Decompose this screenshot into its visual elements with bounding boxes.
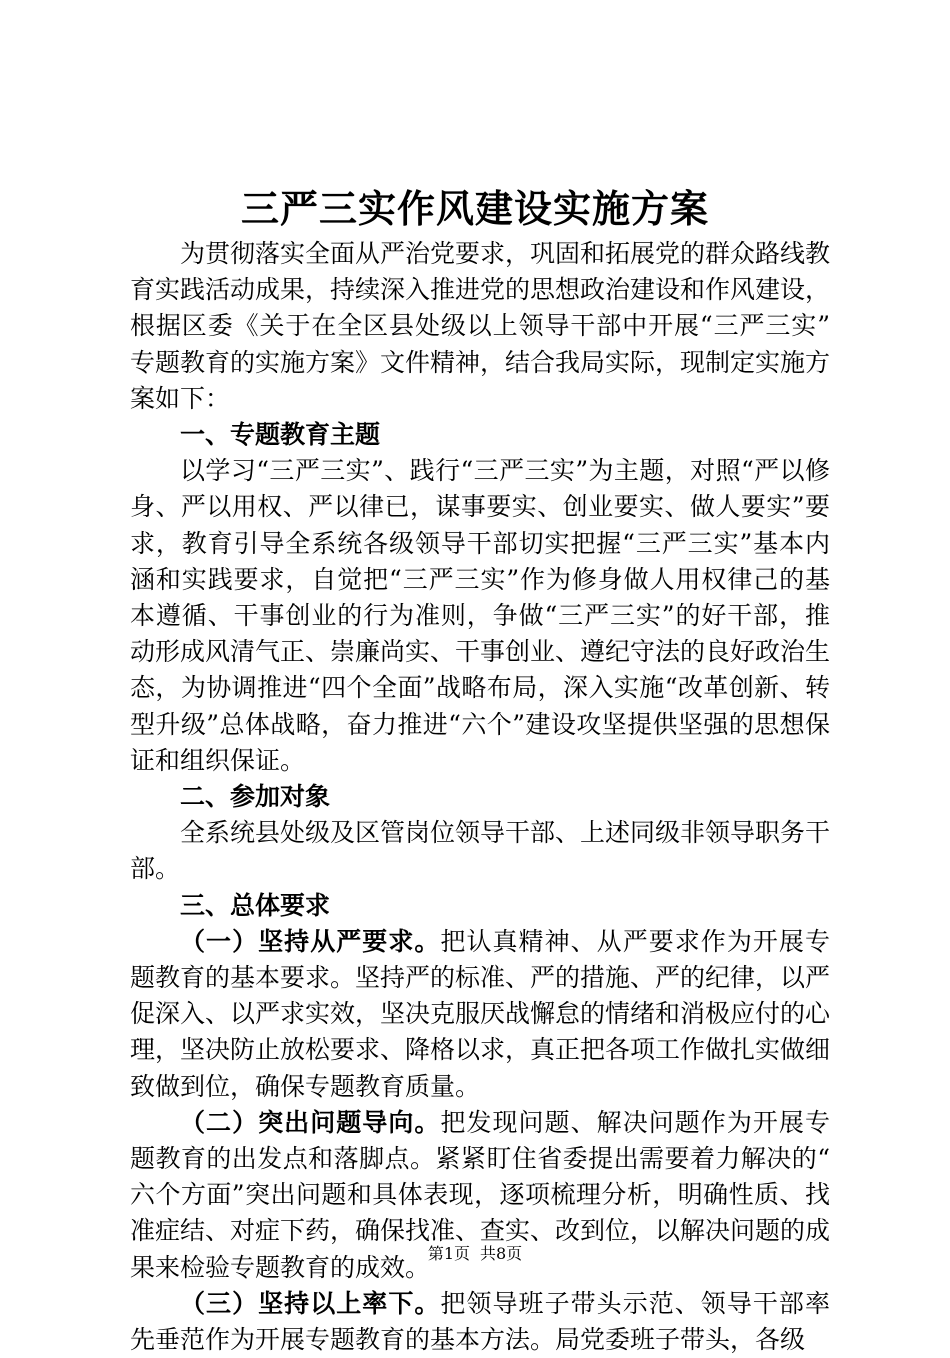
requirement-item-1: [130, 924, 830, 1105]
section-heading-requirements: 三、总体要求: [180, 890, 331, 920]
page-number: 第1页: [427, 1244, 470, 1263]
section-paragraph-participants: 全系统县处级及区管岗位领导干部、上述同级非领导职务干部。: [130, 818, 831, 884]
intro-paragraph: 为贯彻落实全面从严治党要求，巩固和拓展党的群众路线教育实践活动成果，持续深入推进党的思想政治建设和作风建设，根据区委《关于在全区县处级以上领导干部中开展“三严三实”专题教育的实施方案》文件精神，结合我局实际，现制定实施方案如下：: [130, 239, 831, 413]
page-total: 共8页: [480, 1244, 523, 1263]
requirement-item-1-text: 把认真精神、从严要求作为开展专题教育的基本要求。坚持严的标准、严的措施、严的纪律，以严促深入、以严求实效，坚决克服厌战懈怠的情绪和消极应付的心理，坚决防止放松要求、降格以求，真正把各项工作做扎实做细致做到位，确保专题教育质量。: [130, 926, 831, 1101]
requirement-item-1-lead: （一）坚持从严要求。: [180, 926, 441, 956]
requirement-item-3-text: 把领导班子带头示范、领导干部率先垂范作为开展专题教育的基本方法。局党委班子带头，各级: [130, 1288, 830, 1355]
requirement-item-3: [130, 1286, 830, 1358]
requirement-item-2-lead: （二）突出问题导向。: [180, 1107, 441, 1137]
requirement-item-3-lead: （三）坚持以上率下。: [180, 1288, 441, 1318]
document-body: [130, 236, 830, 1358]
requirement-item-2-text: 把发现问题、解决问题作为开展专题教育的出发点和落脚点。紧紧盯住省委提出需要着力解决的“六个方面”突出问题和具体表现，逐项梳理分析，明确性质、找准症结、对症下药，确保找准、查实、改到位，以解决问题的成果来检验专题教育的成效。: [130, 1107, 831, 1282]
page-footer: [0, 1243, 950, 1265]
section-heading-participants: 二、参加对象: [180, 782, 331, 812]
section-heading-theme: 一、专题教育主题: [180, 420, 381, 450]
section-paragraph-theme: 以学习“三严三实”、践行“三严三实”为主题，对照“严以修身、严以用权、严以律已，谋事要实、创业要实、做人要实”要求，教育引导全系统各级领导干部切实把握“三严三实”基本内涵和实践要求，自觉把“三严三实”作为修身做人用权律己的基本遵循、干事创业的行为准则，争做“三严三实”的好干部，推动形成风清气正、崇廉尚实、干事创业、遵纪守法的良好政治生态，为协调推进“四个全面”战略布局，深入实施“改革创新、转型升级”总体战略，奋力推进“六个”建设攻坚提供坚强的思想保证和组织保证。: [130, 456, 831, 775]
document-title: 三严三实作风建设实施方案: [240, 186, 709, 231]
